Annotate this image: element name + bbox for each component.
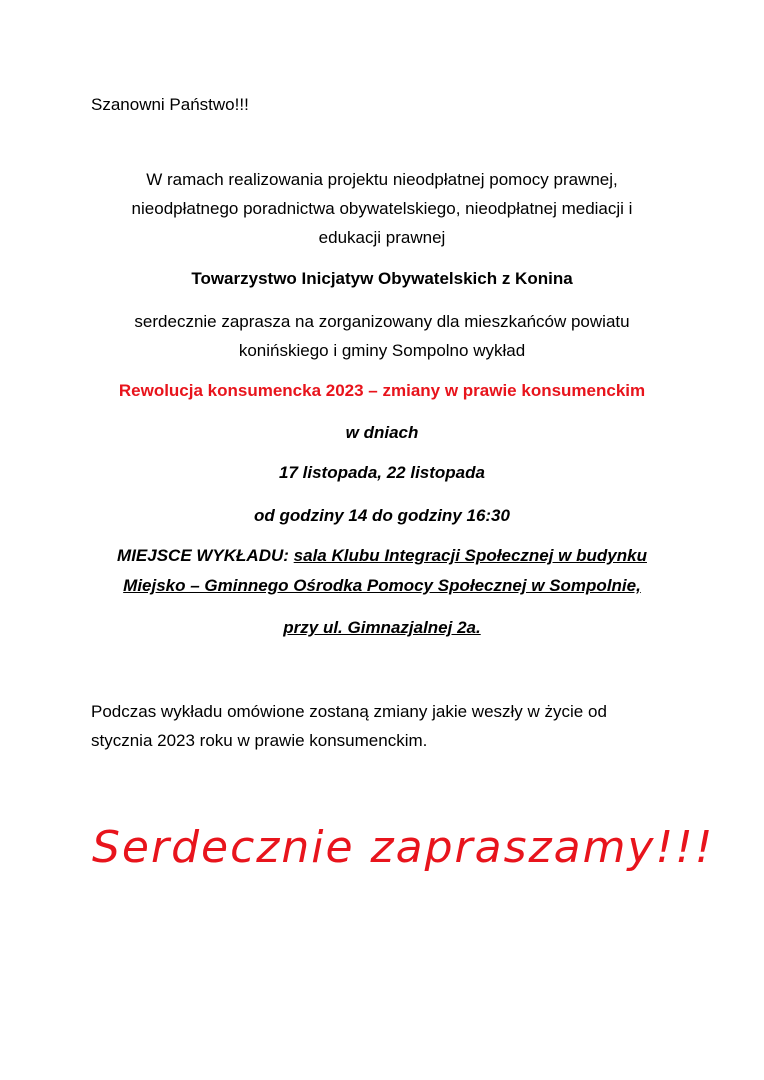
- lecture-dates: 17 listopada, 22 listopada: [279, 463, 485, 482]
- description-line-1: Podczas wykładu omówione zostaną zmiany jakie weszły w życie od: [91, 702, 607, 721]
- invitation-line-2: konińskiego i gminy Sompolno wykład: [238, 341, 526, 360]
- organization-name: Towarzystwo Inicjatyw Obywatelskich z Konina: [191, 269, 573, 288]
- lecture-title: Rewolucja konsumencka 2023 – zmiany w prawie konsumenckim: [118, 381, 646, 400]
- location-venue: sala Klubu Integracji Społecznej w budynku: [293, 546, 647, 565]
- location-address: przy ul. Gimnazjalnej 2a.: [283, 618, 481, 637]
- intro-line-1: W ramach realizowania projektu nieodpłatnej pomocy prawnej,: [146, 170, 618, 189]
- greeting: Szanowni Państwo!!!: [91, 95, 249, 114]
- invitation-line-1: serdecznie zaprasza na zorganizowany dla mieszkańców powiatu: [134, 312, 630, 331]
- closing-invitation: Serdecznie zapraszamy!!!: [92, 822, 715, 873]
- location-line-2: Miejsko – Gminnego Ośrodka Pomocy Społecznej w Sompolnie,: [123, 576, 641, 595]
- location-label: MIEJSCE WYKŁADU:: [117, 546, 289, 565]
- location-line-1: [0, 545, 764, 567]
- intro-line-3: edukacji prawnej: [318, 228, 446, 247]
- dates-label: w dniach: [345, 423, 419, 442]
- intro-line-2: nieodpłatnego poradnictwa obywatelskiego, nieodpłatnej mediacji i: [131, 199, 633, 218]
- lecture-hours: od godziny 14 do godziny 16:30: [254, 506, 510, 525]
- description-line-2: stycznia 2023 roku w prawie konsumenckim.: [91, 731, 428, 750]
